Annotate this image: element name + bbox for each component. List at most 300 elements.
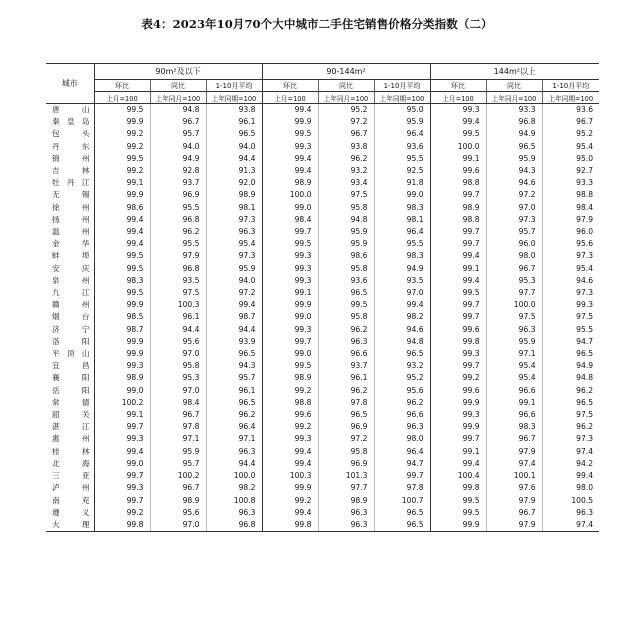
index-value: 93.9 bbox=[206, 336, 262, 348]
index-value: 99.9 bbox=[430, 397, 486, 409]
base-header-prev-month: 上月=100 bbox=[94, 92, 150, 104]
index-value: 97.3 bbox=[542, 433, 599, 445]
index-value: 99.0 bbox=[262, 202, 318, 214]
index-value: 99.9 bbox=[430, 519, 486, 532]
index-value: 99.5 bbox=[262, 360, 318, 372]
index-value: 99.1 bbox=[430, 263, 486, 275]
base-header-prev-year-month: 上年同月=100 bbox=[150, 92, 206, 104]
index-value: 93.3 bbox=[542, 177, 599, 189]
index-value: 100.3 bbox=[150, 299, 206, 311]
index-value: 98.8 bbox=[542, 189, 599, 201]
index-value: 99.7 bbox=[430, 226, 486, 238]
index-value: 95.4 bbox=[486, 360, 542, 372]
index-value: 97.5 bbox=[150, 287, 206, 299]
index-value: 99.1 bbox=[94, 409, 150, 421]
city-name bbox=[46, 189, 94, 201]
index-value: 95.9 bbox=[150, 446, 206, 458]
index-value: 92.5 bbox=[374, 165, 430, 177]
index-value: 98.6 bbox=[318, 250, 374, 262]
city-name-text: 泸 州 bbox=[52, 483, 90, 493]
index-value: 97.2 bbox=[318, 433, 374, 445]
index-value: 99.5 bbox=[94, 250, 150, 262]
table-row bbox=[46, 360, 599, 372]
table-row bbox=[46, 275, 599, 287]
city-name-text: 平 顶 山 bbox=[52, 349, 90, 359]
col-header-avg: 1-10月平均 bbox=[374, 80, 430, 92]
table-row bbox=[46, 214, 599, 226]
index-value: 93.6 bbox=[374, 141, 430, 153]
city-header: 城市 bbox=[46, 64, 94, 104]
index-value: 97.9 bbox=[150, 250, 206, 262]
index-value: 99.7 bbox=[430, 311, 486, 323]
index-value: 96.2 bbox=[542, 421, 599, 433]
index-value: 96.3 bbox=[486, 324, 542, 336]
index-value: 96.1 bbox=[206, 385, 262, 397]
city-name-text: 泉 州 bbox=[52, 275, 90, 285]
index-value: 98.4 bbox=[262, 214, 318, 226]
index-value: 94.0 bbox=[206, 275, 262, 287]
table-row bbox=[46, 141, 599, 153]
group-header-large: 144m²以上 bbox=[430, 64, 599, 80]
index-value: 95.4 bbox=[542, 141, 599, 153]
index-value: 99.1 bbox=[430, 446, 486, 458]
index-value: 99.8 bbox=[94, 519, 150, 532]
index-value: 96.3 bbox=[206, 507, 262, 519]
index-value: 97.3 bbox=[542, 250, 599, 262]
index-value: 99.3 bbox=[262, 433, 318, 445]
index-value: 98.9 bbox=[262, 177, 318, 189]
index-value: 94.9 bbox=[486, 128, 542, 140]
city-name bbox=[46, 214, 94, 226]
index-value: 99.4 bbox=[206, 299, 262, 311]
index-value: 96.5 bbox=[318, 287, 374, 299]
index-value: 99.8 bbox=[262, 519, 318, 532]
index-value: 96.5 bbox=[206, 348, 262, 360]
table-row bbox=[46, 128, 599, 140]
table-row bbox=[46, 324, 599, 336]
index-value: 92.0 bbox=[206, 177, 262, 189]
city-name bbox=[46, 250, 94, 262]
index-value: 96.0 bbox=[542, 226, 599, 238]
index-value: 98.6 bbox=[94, 202, 150, 214]
city-name bbox=[46, 165, 94, 177]
index-value: 98.4 bbox=[150, 397, 206, 409]
index-value: 96.4 bbox=[374, 446, 430, 458]
index-value: 96.5 bbox=[374, 507, 430, 519]
index-value: 93.2 bbox=[318, 165, 374, 177]
index-value: 95.5 bbox=[542, 324, 599, 336]
index-value: 97.3 bbox=[486, 214, 542, 226]
city-name bbox=[46, 409, 94, 421]
index-value: 98.3 bbox=[374, 250, 430, 262]
index-value: 94.3 bbox=[206, 360, 262, 372]
table-body bbox=[46, 104, 599, 532]
index-value: 96.4 bbox=[374, 128, 430, 140]
index-value: 99.5 bbox=[94, 287, 150, 299]
index-value: 99.6 bbox=[430, 324, 486, 336]
index-value: 99.7 bbox=[94, 470, 150, 482]
index-value: 100.1 bbox=[486, 470, 542, 482]
index-value: 99.2 bbox=[94, 128, 150, 140]
index-value: 100.2 bbox=[94, 397, 150, 409]
index-value: 99.2 bbox=[94, 507, 150, 519]
index-value: 95.6 bbox=[542, 238, 599, 250]
index-value: 99.1 bbox=[94, 177, 150, 189]
index-value: 97.7 bbox=[486, 287, 542, 299]
index-value: 99.2 bbox=[94, 141, 150, 153]
city-name bbox=[46, 507, 94, 519]
table-row bbox=[46, 116, 599, 128]
index-value: 96.7 bbox=[486, 507, 542, 519]
index-value: 95.2 bbox=[542, 128, 599, 140]
index-value: 100.8 bbox=[206, 495, 262, 507]
index-value: 95.8 bbox=[150, 360, 206, 372]
table-row bbox=[46, 189, 599, 201]
index-value: 93.7 bbox=[318, 360, 374, 372]
index-value: 98.0 bbox=[542, 482, 599, 494]
index-value: 97.7 bbox=[318, 482, 374, 494]
city-name-text: 徐 州 bbox=[52, 202, 90, 212]
index-value: 97.1 bbox=[486, 348, 542, 360]
table-row bbox=[46, 104, 599, 117]
table-row bbox=[46, 250, 599, 262]
col-header-mom: 环比 bbox=[430, 80, 486, 92]
index-value: 96.4 bbox=[374, 226, 430, 238]
index-value: 99.9 bbox=[94, 189, 150, 201]
index-value: 96.7 bbox=[542, 116, 599, 128]
base-header-prev-month: 上月=100 bbox=[262, 92, 318, 104]
index-value: 97.3 bbox=[206, 250, 262, 262]
index-value: 99.4 bbox=[262, 458, 318, 470]
index-value: 96.6 bbox=[374, 409, 430, 421]
city-name-text: 北 海 bbox=[52, 458, 90, 468]
index-value: 98.5 bbox=[94, 311, 150, 323]
city-name bbox=[46, 238, 94, 250]
city-name bbox=[46, 299, 94, 311]
index-value: 99.4 bbox=[430, 116, 486, 128]
index-value: 99.0 bbox=[94, 458, 150, 470]
city-name bbox=[46, 397, 94, 409]
index-value: 99.0 bbox=[374, 189, 430, 201]
group-header-medium: 90-144m² bbox=[262, 64, 430, 80]
index-value: 97.4 bbox=[542, 446, 599, 458]
index-value: 99.9 bbox=[94, 116, 150, 128]
index-value: 95.7 bbox=[206, 372, 262, 384]
index-value: 99.1 bbox=[486, 397, 542, 409]
index-value: 93.5 bbox=[150, 275, 206, 287]
index-value: 99.3 bbox=[94, 433, 150, 445]
city-name-text: 温 州 bbox=[52, 227, 90, 237]
index-value: 94.7 bbox=[374, 458, 430, 470]
index-value: 96.8 bbox=[206, 519, 262, 532]
index-value: 99.3 bbox=[94, 482, 150, 494]
index-value: 96.1 bbox=[150, 311, 206, 323]
index-value: 99.3 bbox=[262, 141, 318, 153]
index-value: 96.7 bbox=[318, 128, 374, 140]
index-value: 95.5 bbox=[150, 202, 206, 214]
index-value: 99.1 bbox=[430, 153, 486, 165]
index-value: 98.7 bbox=[206, 311, 262, 323]
city-name bbox=[46, 519, 94, 532]
index-value: 96.0 bbox=[486, 238, 542, 250]
index-value: 98.3 bbox=[374, 202, 430, 214]
base-header-prev-month: 上月=100 bbox=[430, 92, 486, 104]
index-value: 101.3 bbox=[318, 470, 374, 482]
index-value: 100.0 bbox=[206, 470, 262, 482]
index-value: 99.7 bbox=[94, 421, 150, 433]
index-value: 98.8 bbox=[430, 214, 486, 226]
index-value: 96.3 bbox=[318, 336, 374, 348]
index-value: 97.9 bbox=[486, 519, 542, 532]
table-row bbox=[46, 470, 599, 482]
index-value: 97.0 bbox=[150, 519, 206, 532]
city-name-text: 遵 义 bbox=[52, 507, 90, 517]
index-value: 95.0 bbox=[374, 104, 430, 117]
index-value: 99.9 bbox=[430, 421, 486, 433]
table-row bbox=[46, 458, 599, 470]
city-name bbox=[46, 360, 94, 372]
city-name-text: 惠 州 bbox=[52, 434, 90, 444]
city-name-text: 烟 台 bbox=[52, 312, 90, 322]
index-value: 99.3 bbox=[262, 263, 318, 275]
index-value: 95.0 bbox=[542, 153, 599, 165]
index-value: 94.2 bbox=[542, 458, 599, 470]
index-value: 96.5 bbox=[542, 397, 599, 409]
city-name bbox=[46, 336, 94, 348]
city-name bbox=[46, 385, 94, 397]
index-value: 94.6 bbox=[374, 324, 430, 336]
index-value: 100.7 bbox=[374, 495, 430, 507]
index-value: 95.8 bbox=[318, 263, 374, 275]
index-value: 94.0 bbox=[150, 141, 206, 153]
city-name bbox=[46, 482, 94, 494]
price-index-table bbox=[46, 63, 599, 532]
index-value: 93.7 bbox=[150, 177, 206, 189]
index-value: 96.2 bbox=[318, 385, 374, 397]
city-name-text: 金 华 bbox=[52, 239, 90, 249]
index-value: 99.5 bbox=[430, 287, 486, 299]
index-value: 94.9 bbox=[374, 263, 430, 275]
index-value: 97.4 bbox=[542, 519, 599, 532]
index-value: 97.3 bbox=[206, 214, 262, 226]
index-value: 96.2 bbox=[318, 324, 374, 336]
city-name-text: 蚌 埠 bbox=[52, 251, 90, 261]
index-value: 99.3 bbox=[94, 360, 150, 372]
index-value: 99.4 bbox=[542, 470, 599, 482]
table-row bbox=[46, 153, 599, 165]
index-value: 99.4 bbox=[374, 299, 430, 311]
index-value: 99.5 bbox=[262, 128, 318, 140]
index-value: 94.0 bbox=[206, 141, 262, 153]
index-value: 99.4 bbox=[430, 250, 486, 262]
index-value: 96.8 bbox=[486, 116, 542, 128]
col-header-yoy: 同比 bbox=[318, 80, 374, 92]
city-name-text: 扬 州 bbox=[52, 214, 90, 224]
city-name bbox=[46, 421, 94, 433]
index-value: 97.2 bbox=[206, 287, 262, 299]
index-value: 99.4 bbox=[262, 165, 318, 177]
index-value: 95.8 bbox=[318, 446, 374, 458]
index-value: 99.4 bbox=[94, 226, 150, 238]
index-value: 95.2 bbox=[374, 372, 430, 384]
table-row bbox=[46, 421, 599, 433]
index-value: 93.8 bbox=[206, 104, 262, 117]
index-value: 96.6 bbox=[318, 348, 374, 360]
table-row bbox=[46, 336, 599, 348]
city-name bbox=[46, 470, 94, 482]
index-value: 99.4 bbox=[262, 446, 318, 458]
index-value: 99.7 bbox=[262, 226, 318, 238]
city-name bbox=[46, 324, 94, 336]
city-name bbox=[46, 348, 94, 360]
table-row bbox=[46, 519, 599, 532]
index-value: 95.3 bbox=[150, 372, 206, 384]
city-name-text: 秦 皇 岛 bbox=[52, 117, 90, 127]
index-value: 96.8 bbox=[150, 263, 206, 275]
index-value: 99.3 bbox=[262, 250, 318, 262]
index-value: 97.9 bbox=[542, 214, 599, 226]
col-header-yoy: 同比 bbox=[150, 80, 206, 92]
index-value: 96.9 bbox=[318, 458, 374, 470]
index-value: 93.5 bbox=[374, 275, 430, 287]
base-header-prev-year-period: 上年同期=100 bbox=[206, 92, 262, 104]
index-value: 97.2 bbox=[486, 189, 542, 201]
index-value: 99.7 bbox=[430, 360, 486, 372]
city-name-text: 韶 关 bbox=[52, 410, 90, 420]
index-value: 91.3 bbox=[206, 165, 262, 177]
index-value: 95.9 bbox=[486, 153, 542, 165]
index-value: 94.8 bbox=[374, 336, 430, 348]
city-name bbox=[46, 104, 94, 117]
index-value: 99.4 bbox=[94, 446, 150, 458]
index-value: 97.9 bbox=[486, 495, 542, 507]
index-value: 99.4 bbox=[262, 153, 318, 165]
table-title: 表4：2023年10月70个大中城市二手住宅销售价格分类指数（二） bbox=[141, 17, 493, 31]
city-name bbox=[46, 141, 94, 153]
index-value: 99.4 bbox=[430, 275, 486, 287]
index-value: 99.6 bbox=[430, 165, 486, 177]
table-row bbox=[46, 299, 599, 311]
index-value: 96.3 bbox=[206, 446, 262, 458]
index-value: 99.4 bbox=[94, 238, 150, 250]
index-value: 98.3 bbox=[94, 275, 150, 287]
index-value: 99.7 bbox=[262, 336, 318, 348]
table-row bbox=[46, 385, 599, 397]
base-header-prev-year-period: 上年同期=100 bbox=[374, 92, 430, 104]
index-value: 97.5 bbox=[486, 311, 542, 323]
index-value: 99.0 bbox=[262, 311, 318, 323]
index-value: 99.9 bbox=[262, 299, 318, 311]
table-row bbox=[46, 165, 599, 177]
index-value: 100.5 bbox=[542, 495, 599, 507]
index-value: 93.2 bbox=[374, 360, 430, 372]
city-name-text: 襄 阳 bbox=[52, 373, 90, 383]
index-value: 98.0 bbox=[486, 250, 542, 262]
index-value: 98.9 bbox=[206, 189, 262, 201]
index-value: 97.2 bbox=[318, 116, 374, 128]
index-value: 99.0 bbox=[94, 385, 150, 397]
index-value: 98.2 bbox=[374, 311, 430, 323]
index-value: 98.9 bbox=[150, 495, 206, 507]
index-value: 100.0 bbox=[430, 141, 486, 153]
index-value: 95.5 bbox=[374, 238, 430, 250]
index-value: 95.4 bbox=[206, 238, 262, 250]
index-value: 94.9 bbox=[542, 360, 599, 372]
index-value: 95.9 bbox=[374, 116, 430, 128]
index-value: 95.9 bbox=[318, 226, 374, 238]
index-value: 96.7 bbox=[150, 482, 206, 494]
index-value: 97.1 bbox=[206, 433, 262, 445]
city-name-text: 牡 丹 江 bbox=[52, 178, 90, 188]
city-name bbox=[46, 446, 94, 458]
index-value: 95.2 bbox=[318, 104, 374, 117]
index-value: 99.9 bbox=[94, 336, 150, 348]
city-name-text: 洛 阳 bbox=[52, 336, 90, 346]
index-value: 98.3 bbox=[486, 421, 542, 433]
city-name-text: 丹 东 bbox=[52, 141, 90, 151]
index-value: 99.7 bbox=[430, 238, 486, 250]
index-value: 99.4 bbox=[262, 507, 318, 519]
index-value: 96.2 bbox=[542, 385, 599, 397]
index-value: 96.2 bbox=[374, 397, 430, 409]
index-value: 93.6 bbox=[542, 104, 599, 117]
city-name bbox=[46, 495, 94, 507]
index-value: 99.7 bbox=[430, 189, 486, 201]
index-value: 99.5 bbox=[430, 507, 486, 519]
index-value: 96.5 bbox=[206, 397, 262, 409]
index-value: 99.3 bbox=[430, 348, 486, 360]
table-row bbox=[46, 507, 599, 519]
index-value: 96.6 bbox=[486, 385, 542, 397]
index-value: 97.8 bbox=[374, 482, 430, 494]
index-value: 94.8 bbox=[542, 372, 599, 384]
index-value: 95.4 bbox=[542, 263, 599, 275]
table-row bbox=[46, 263, 599, 275]
index-value: 96.1 bbox=[206, 116, 262, 128]
table-row bbox=[46, 446, 599, 458]
index-value: 96.1 bbox=[318, 372, 374, 384]
city-name-text: 唐 山 bbox=[52, 105, 90, 114]
index-value: 96.2 bbox=[318, 153, 374, 165]
index-value: 98.4 bbox=[542, 202, 599, 214]
index-value: 99.4 bbox=[94, 214, 150, 226]
index-value: 96.7 bbox=[150, 116, 206, 128]
index-value: 99.2 bbox=[262, 385, 318, 397]
index-value: 96.9 bbox=[150, 189, 206, 201]
index-value: 99.5 bbox=[430, 495, 486, 507]
base-header-prev-year-month: 上年同月=100 bbox=[486, 92, 542, 104]
index-value: 95.5 bbox=[374, 153, 430, 165]
index-value: 97.0 bbox=[486, 202, 542, 214]
city-name-text: 三 亚 bbox=[52, 471, 90, 481]
table-row bbox=[46, 311, 599, 323]
index-value: 96.3 bbox=[206, 226, 262, 238]
index-value: 99.6 bbox=[430, 385, 486, 397]
index-value: 97.0 bbox=[374, 287, 430, 299]
city-name-text: 岳 阳 bbox=[52, 385, 90, 395]
index-value: 97.9 bbox=[486, 446, 542, 458]
index-value: 96.9 bbox=[318, 421, 374, 433]
index-value: 96.5 bbox=[542, 348, 599, 360]
index-value: 95.8 bbox=[318, 202, 374, 214]
index-value: 99.4 bbox=[430, 458, 486, 470]
table-row bbox=[46, 495, 599, 507]
index-value: 95.7 bbox=[150, 128, 206, 140]
index-value: 97.8 bbox=[150, 421, 206, 433]
city-name-text: 安 庆 bbox=[52, 263, 90, 273]
table-row bbox=[46, 372, 599, 384]
index-value: 95.6 bbox=[374, 385, 430, 397]
